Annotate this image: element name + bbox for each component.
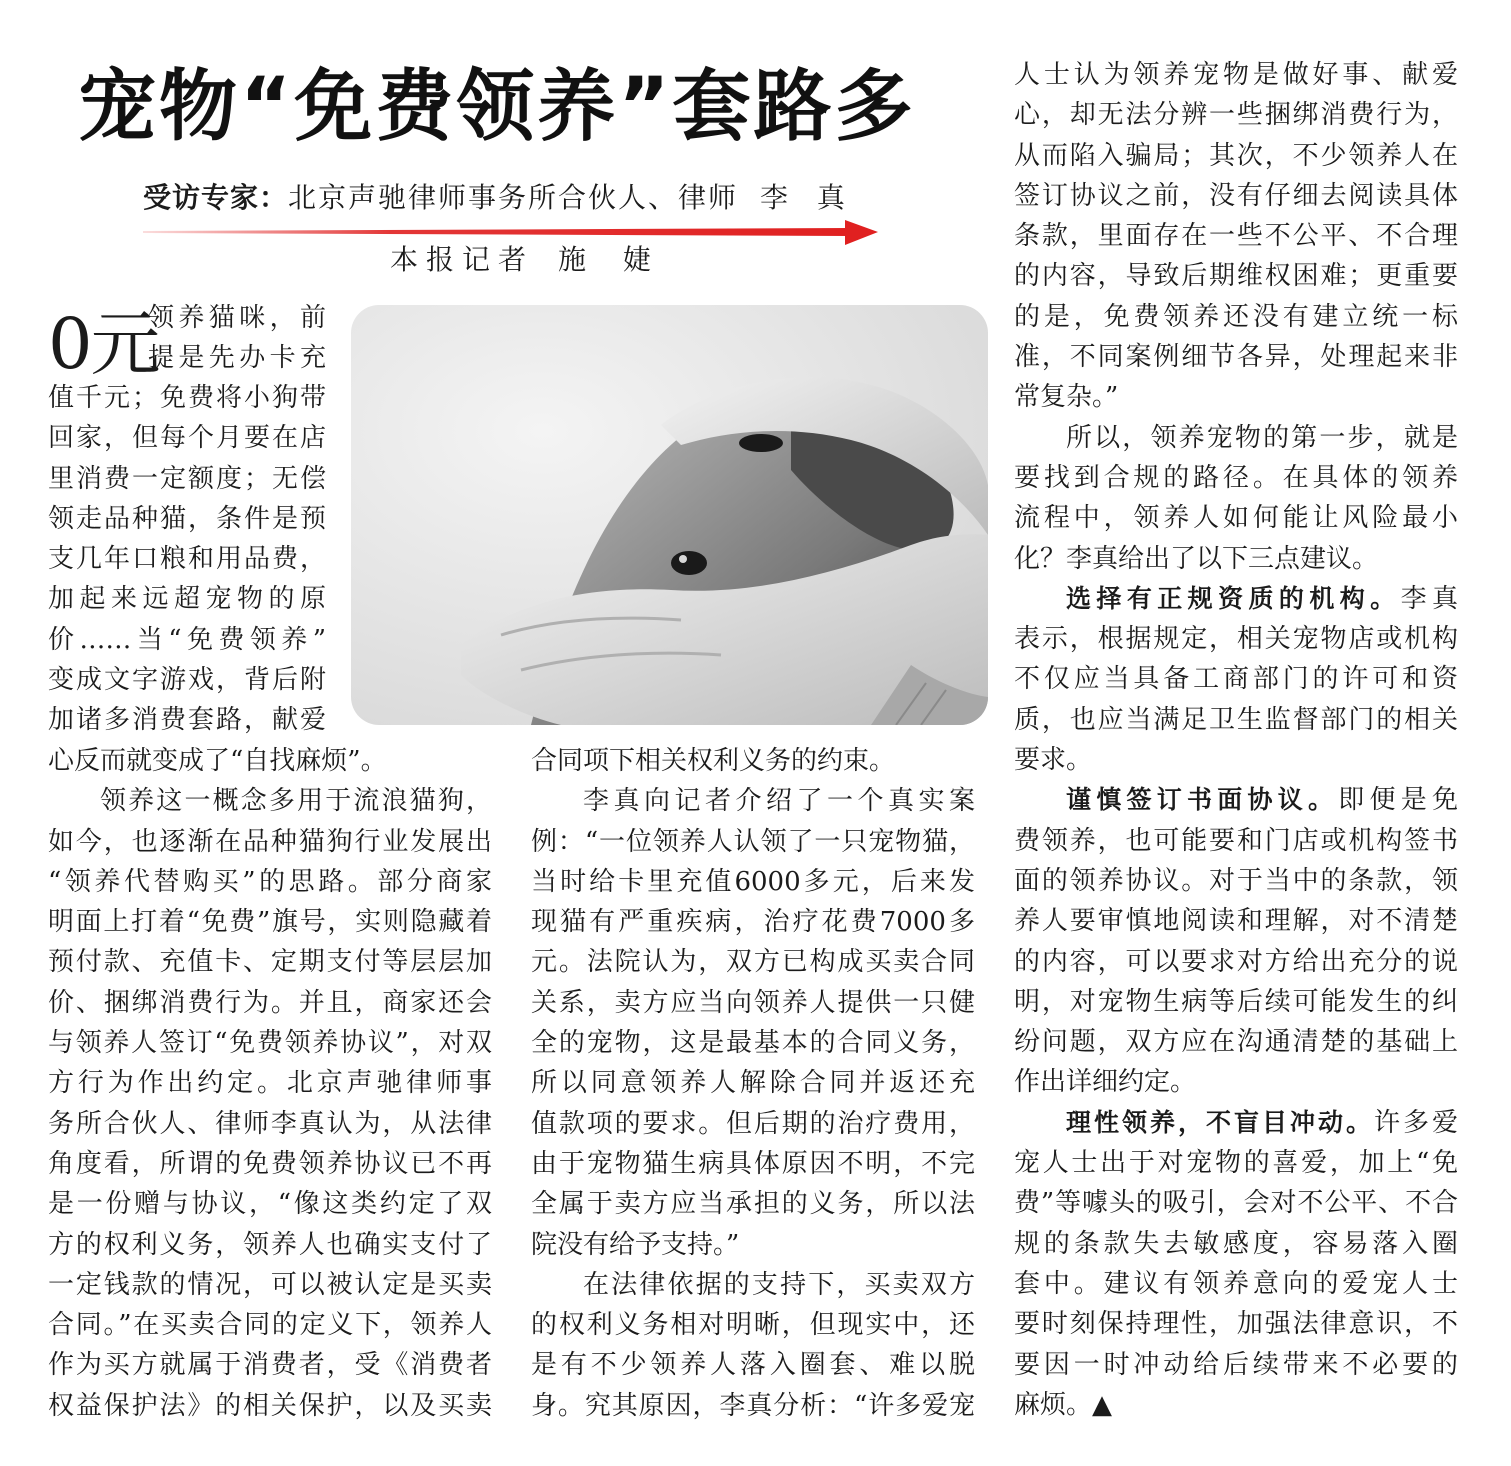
text-line: 务所合伙人、律师李真认为，从法律 [48,1108,492,1139]
text-line: 从而陷入骗局；其次，不少领养人在 [1014,140,1458,171]
text-line: 当时给卡里充值6000多元，后来发 [531,866,975,897]
text-line: 是有不少领养人落入圈套、难以脱 [531,1350,975,1381]
arrow-head [845,220,878,245]
text-line: 的是，免费领养还没有建立统一标 [1014,301,1458,332]
text-line: 由于宠物猫生病具体原因不明，不完 [531,1148,975,1179]
text-line: 价……当“免费领养” [48,624,326,655]
expert-label: 受访专家： [143,181,289,214]
text-line: 价、捆绑消费行为。并且，商家还会 [48,987,492,1018]
dog-eye-upper [739,434,783,452]
text-line: 与领养人签订“免费领养协议”，对双 [48,1028,492,1059]
subhead-qualified-agency: 选择有正规资质的机构。 [1066,583,1401,613]
text-line: 条款，里面存在一些不公平、不合理 [1014,221,1458,252]
text-line: 不仅应当具备工商部门的许可和资 [1014,664,1458,695]
text-line: 质，也应当满足卫生监督部门的相关 [1014,704,1458,735]
column-2 [531,741,975,1426]
text-line: 的权利义务相对明晰，但现实中，还 [531,1310,975,1341]
dog-in-hands-photo [351,305,988,725]
text-line: 例：“一位领养人认领了一只宠物猫， [531,826,975,857]
text-line: 院没有给予支持。” [531,1229,740,1260]
text-line: 加起来远超宠物的原 [48,584,326,615]
text-line: 常复杂。” [1014,382,1119,413]
text-run: 即便是免 [1338,785,1458,816]
text-line: 关系，卖方应当向领养人提供一只健 [531,987,975,1018]
text-line: 流程中，领养人如何能让风险最小 [1014,503,1458,534]
lead-text [48,378,326,741]
text-line: 养人要审慎地阅读和理解，对不清楚 [1014,906,1458,937]
text-line: 合同项下相关权利义务的约束。 [531,746,896,776]
text-line: 是一份赠与协议，“像这类约定了双 [48,1189,492,1220]
text-run: 许多爱 [1373,1107,1458,1138]
text-line: 所以，领养宠物的第一步，就是 [1066,422,1458,453]
text-line: 面的领养协议。对于当中的条款，领 [1014,865,1458,896]
text-line: 宠人士出于对宠物的喜爱，加上“免 [1014,1148,1458,1179]
column-3 [1014,55,1458,1425]
text-line: 的内容，导致后期维权困难；更重要 [1014,261,1458,292]
text-line: 作出详细约定。 [1014,1067,1197,1098]
text-line: 要找到合规的路径。在具体的领养 [1014,462,1458,493]
expert-name: 李 真 [760,181,855,214]
expert-byline [143,178,855,218]
text-line [1014,1103,1458,1143]
text-line: 领养这一概念多用于流浪猫狗， [100,786,492,817]
reporter-name: 施 婕 [558,243,665,276]
text-line: 加诸多消费套路，献爱 [48,705,326,736]
text-line: 所以同意领养人解除合同并返还充 [531,1068,975,1099]
text-line: 角度看，所谓的免费领养协议已不再 [48,1148,492,1179]
text-line: 准，不同案例细节各异，处理起来非 [1014,342,1458,373]
text-line: 要求。 [1014,745,1093,776]
text-line: 要时刻保持理性，加强法律意识，不 [1014,1309,1458,1340]
text-line: 在法律依据的支持下，买卖双方 [583,1269,975,1300]
text-line: 人士认为领养宠物是做好事、献爱 [1014,60,1458,90]
subhead-rational-adoption: 理性领养，不盲目冲动。 [1066,1107,1374,1137]
text-line: 领走品种猫，条件是预 [48,503,326,534]
text-line: 一定钱款的情况，可以被认定是买卖 [48,1269,492,1300]
text-line: 李真向记者介绍了一个真实案 [583,786,975,817]
text-line: 费领养，也可能要和门店或机构签书 [1014,825,1458,856]
text-line: 领养猫咪，前 [148,303,326,333]
text-line: 值款项的要求。但后期的治疗费用， [531,1108,975,1139]
text-line: 要因一时冲动给后续带来不必要的 [1014,1349,1458,1380]
text-line: 作为买方就属于消费者，受《消费者 [48,1350,492,1381]
text-line: 方的权利义务，领养人也确实支付了 [48,1229,492,1260]
text-line: 签订协议之前，没有仔细去阅读具体 [1014,180,1458,211]
text-line: 值千元；免费将小狗带 [48,383,326,413]
text-line [1014,780,1458,820]
text-line: 变成文字游戏，背后附 [48,665,326,696]
text-line: “领养代替购买”的思路。部分商家 [48,866,492,897]
expert-affiliation: 北京声驰律师事务所合伙人、律师 [288,181,739,214]
headline: 宠物“免费领养”套路多 [78,62,916,152]
text-line: 明面上打着“免费”旗号，实则隐藏着 [48,907,492,938]
text-line: 预付款、充值卡、定期支付等层层加 [48,947,492,978]
text-line: 全属于卖方应当承担的义务，所以法 [531,1189,975,1220]
column-1 [48,741,492,1426]
text-line: 身。究其原因，李真分析：“许多爱宠 [531,1390,975,1421]
text-line: 纷问题，双方应在沟通清楚的基础上 [1014,1027,1458,1058]
text-line: 套中。建议有领养意向的爱宠人士 [1014,1268,1458,1299]
text-line: 里消费一定额度；无偿 [48,463,326,494]
text-line: 权益保护法》的相关保护，以及买卖 [48,1390,492,1421]
drop-cap: 0元 [48,303,159,385]
reporter-label: 本报记者 [390,243,535,276]
dog-eye-lower [671,551,707,575]
lead-text-top [148,298,326,379]
arrow-shaft [143,228,849,236]
text-line: 支几年口粮和用品费， [48,544,326,575]
text-line: 心，却无法分辨一些捆绑消费行为， [1014,100,1458,131]
text-line: 现猫有严重疾病，治疗花费7000多 [531,907,975,938]
text-line: 提是先办卡充 [148,343,326,374]
text-line: 的内容，可以要求对方给出充分的说 [1014,946,1458,977]
text-run: 李真 [1400,583,1458,614]
reporter-byline [390,240,665,280]
text-line: 全的宠物，这是最基本的合同义务， [531,1028,975,1059]
text-line: 明，对宠物生病等后续可能发生的纠 [1014,986,1458,1017]
text-line: 回家，但每个月要在店 [48,423,326,454]
text-line: 如今，也逐渐在品种猫狗行业发展出 [48,826,492,857]
text-line: 规的条款失去敏感度，容易落入圈 [1014,1228,1458,1259]
text-line: 心反而就变成了“自找麻烦”。 [48,746,387,776]
text-line: 费”等噱头的吸引，会对不公平、不合 [1014,1188,1458,1219]
text-line: 元。法院认为，双方已构成买卖合同 [531,947,975,978]
text-line: 方行为作出约定。北京声驰律师事 [48,1068,492,1099]
text-line [1014,579,1458,619]
text-line: 表示，根据规定，相关宠物店或机构 [1014,624,1458,655]
text-line: 化？李真给出了以下三点建议。 [1014,543,1379,574]
subhead-written-agreement: 谨慎签订书面协议。 [1066,785,1339,815]
text-line: 麻烦。▲ [1014,1389,1112,1420]
text-line: 合同。”在买卖合同的定义下，领养人 [48,1310,492,1341]
